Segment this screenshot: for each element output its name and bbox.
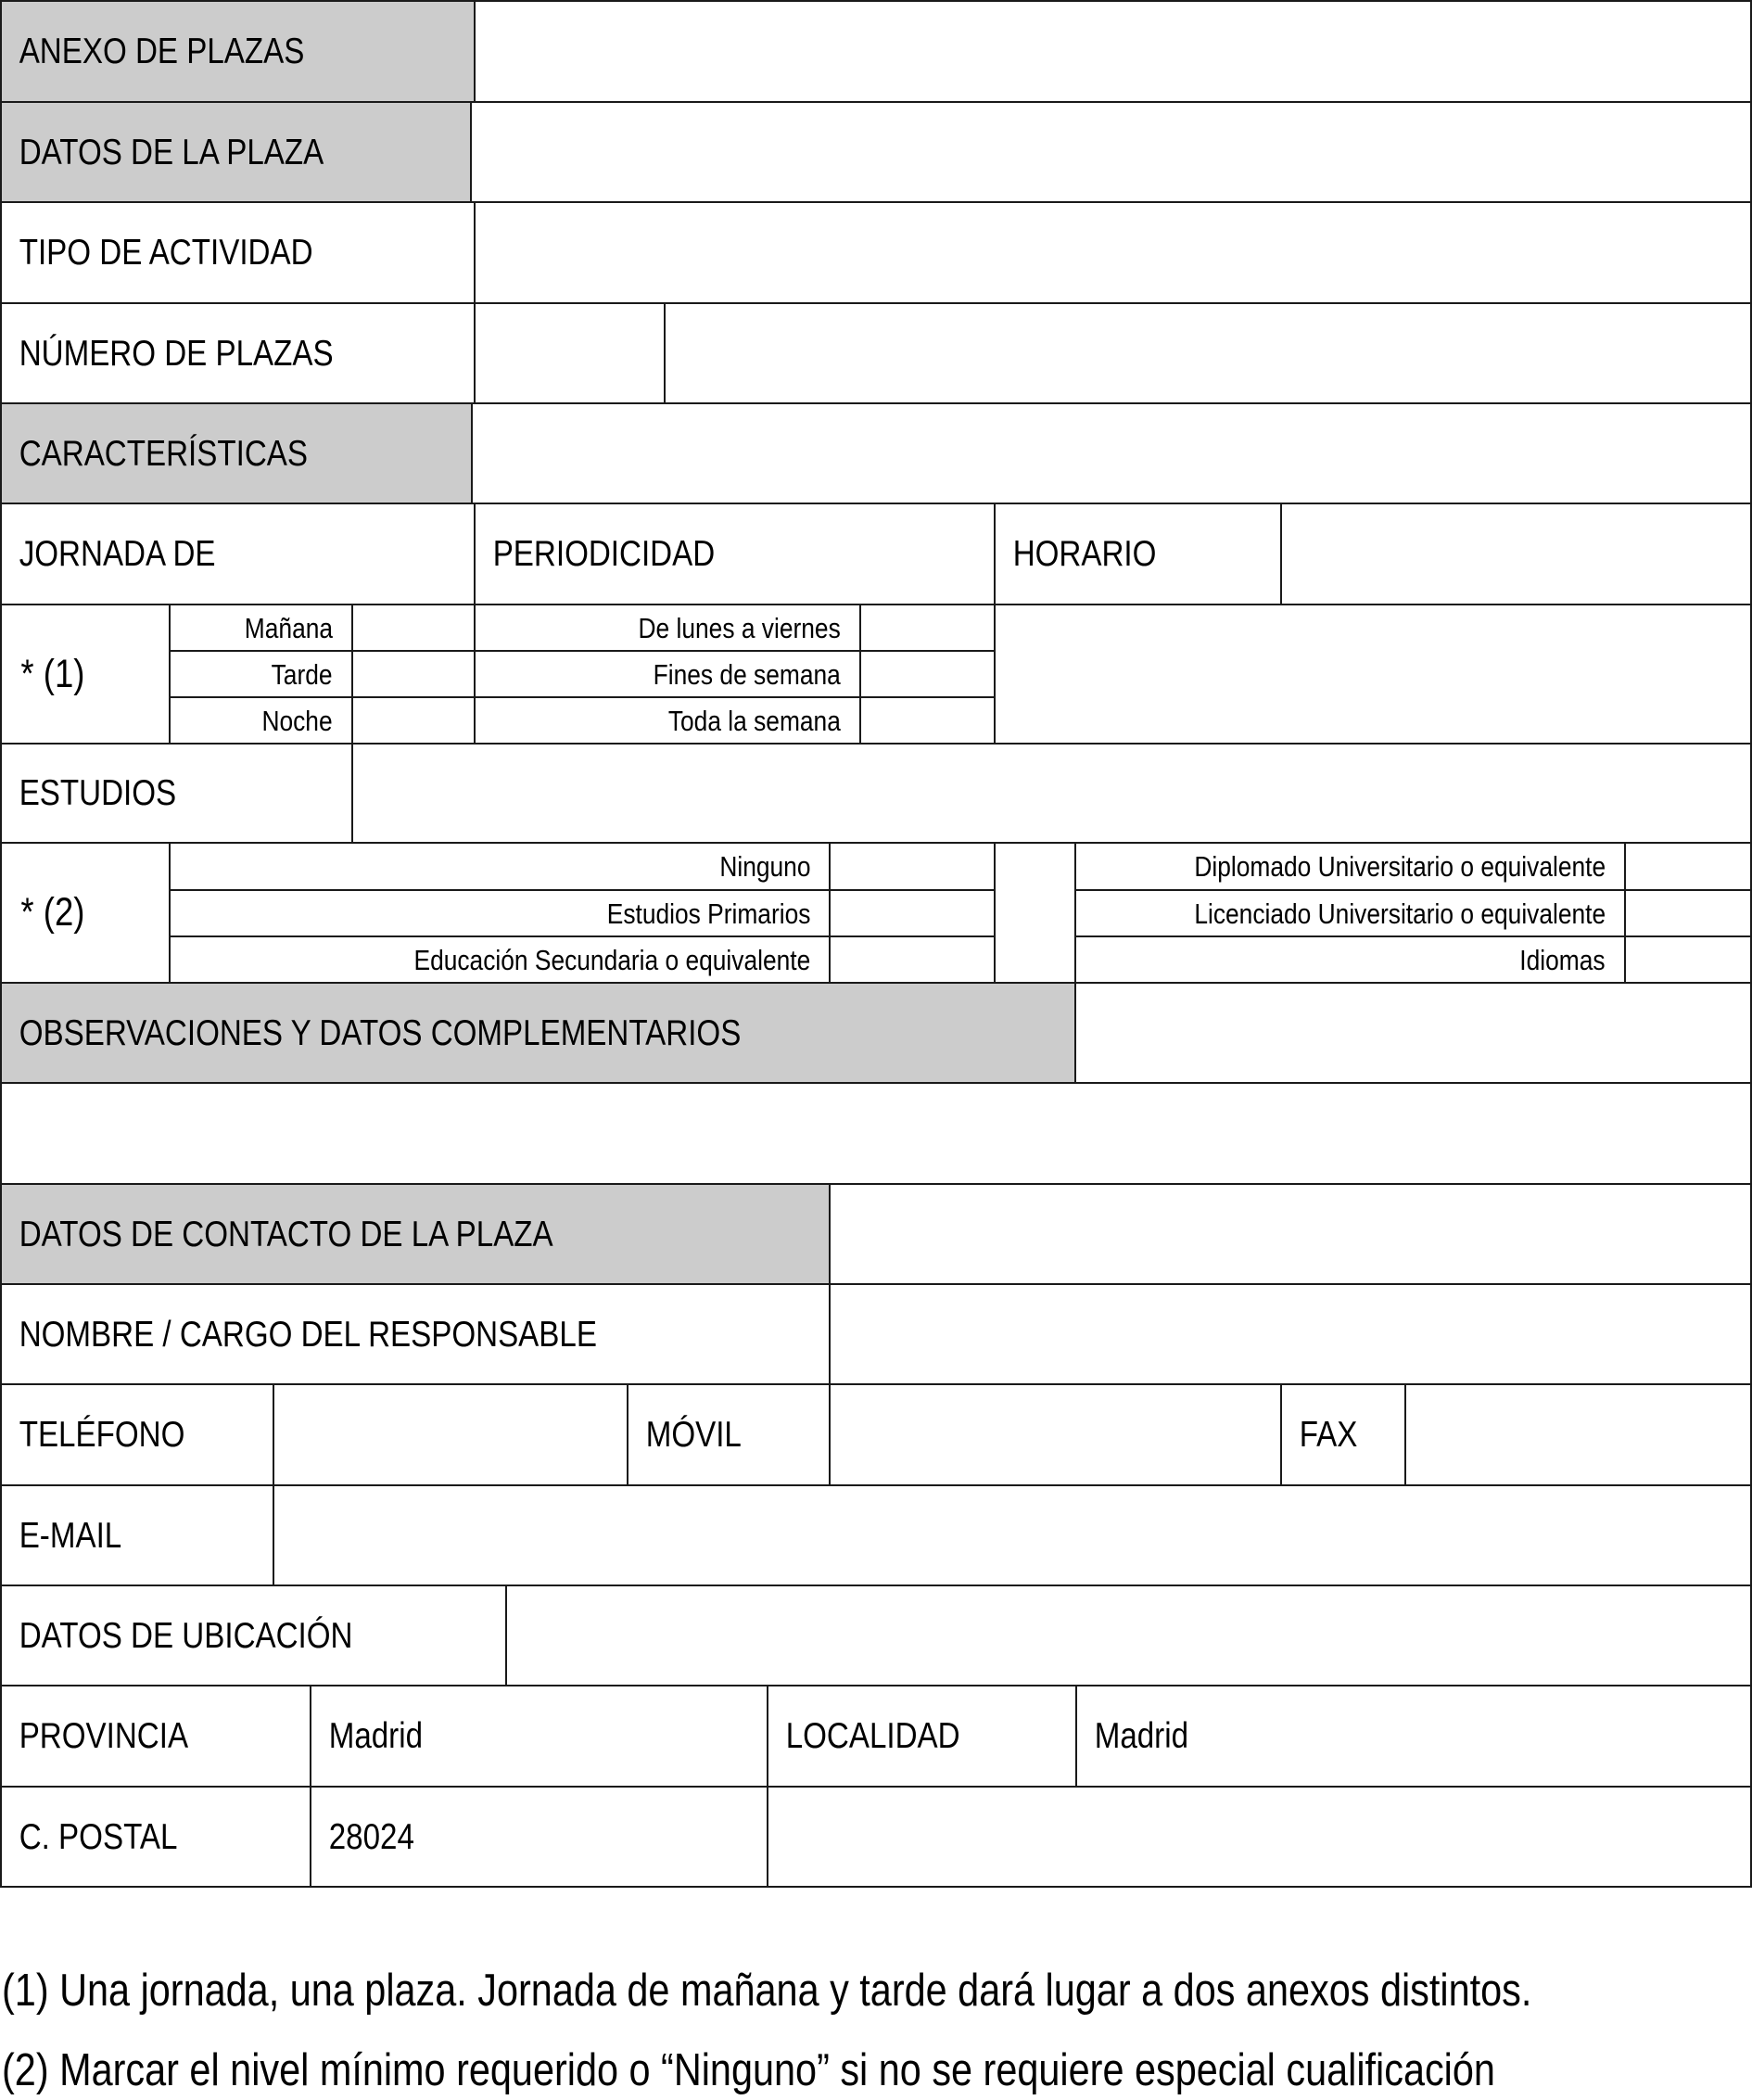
tipo-actividad-field[interactable] xyxy=(474,201,1752,304)
email-label-cell xyxy=(0,1484,274,1586)
jornada-option-label: Noche xyxy=(261,704,333,737)
estudios-ninguno-checkbox[interactable] xyxy=(829,842,996,891)
estudios-option-ninguno xyxy=(169,842,831,891)
datos-plaza-value-field[interactable] xyxy=(470,101,1752,203)
jornada-noche-checkbox[interactable] xyxy=(351,696,476,745)
estudios-note-cell xyxy=(0,842,171,984)
provincia-value: Madrid xyxy=(328,1716,424,1756)
postal-value: 28024 xyxy=(328,1816,414,1857)
responsable-label-cell xyxy=(0,1283,831,1385)
email-field[interactable] xyxy=(273,1484,1752,1586)
contacto-side-field[interactable] xyxy=(829,1183,1752,1285)
postal-extra-field[interactable] xyxy=(767,1786,1752,1888)
tipo-actividad-label: TIPO DE ACTIVIDAD xyxy=(19,233,313,273)
periodicidad-option-lunes-viernes xyxy=(474,604,861,652)
horario-field[interactable] xyxy=(1280,503,1752,605)
jornada-label: JORNADA DE xyxy=(19,534,216,574)
jornada-manana-checkbox[interactable] xyxy=(351,604,476,652)
estudios-option-label: Ninguno xyxy=(718,850,810,883)
caracteristicas-value-field[interactable] xyxy=(471,402,1752,504)
estudios-licenciado-checkbox[interactable] xyxy=(1624,889,1752,937)
observaciones-header: OBSERVACIONES Y DATOS COMPLEMENTARIOS xyxy=(19,1012,742,1053)
estudios-spacer-cell xyxy=(994,842,1076,984)
localidad-value: Madrid xyxy=(1094,1716,1189,1756)
estudios-note: * (2) xyxy=(20,890,85,935)
periodicidad-toda-semana-checkbox[interactable] xyxy=(859,696,996,745)
estudios-option-label: Diplomado Universitario o equivalente xyxy=(1194,850,1606,883)
contacto-header-cell xyxy=(0,1183,831,1285)
responsable-field[interactable] xyxy=(829,1283,1752,1385)
movil-label-cell xyxy=(627,1383,831,1486)
estudios-option-label: Idiomas xyxy=(1519,943,1606,976)
periodicidad-option-label: Fines de semana xyxy=(653,657,841,691)
movil-field[interactable] xyxy=(829,1383,1282,1486)
observaciones-side-field[interactable] xyxy=(1074,982,1752,1084)
estudios-option-secundaria xyxy=(169,935,831,984)
estudios-idiomas-checkbox[interactable] xyxy=(1624,935,1752,984)
movil-label: MÓVIL xyxy=(645,1415,742,1455)
horario-detail-field[interactable] xyxy=(994,604,1752,745)
estudios-secundaria-checkbox[interactable] xyxy=(829,935,996,984)
estudios-option-label: Educación Secundaria o equivalente xyxy=(413,943,810,976)
periodicidad-option-label: De lunes a viernes xyxy=(638,611,841,644)
jornada-note: * (1) xyxy=(20,651,85,696)
localidad-label: LOCALIDAD xyxy=(785,1716,960,1756)
periodicidad-option-toda-semana xyxy=(474,696,861,745)
fax-field[interactable] xyxy=(1404,1383,1752,1486)
horario-label-cell xyxy=(994,503,1282,605)
observaciones-header-cell xyxy=(0,982,1076,1084)
postal-label: C. POSTAL xyxy=(19,1816,178,1857)
estudios-label-cell xyxy=(0,743,353,844)
estudios-field[interactable] xyxy=(351,743,1752,844)
observaciones-field[interactable] xyxy=(0,1082,1752,1185)
datos-plaza-header-cell xyxy=(0,101,472,203)
estudios-option-label: Estudios Primarios xyxy=(606,897,810,930)
periodicidad-label-cell xyxy=(474,503,996,605)
tipo-actividad-label-cell xyxy=(0,201,476,304)
ubicacion-label-cell xyxy=(0,1585,507,1686)
jornada-option-label: Mañana xyxy=(244,611,333,644)
numero-plazas-label: NÚMERO DE PLAZAS xyxy=(19,333,334,374)
telefono-label: TELÉFONO xyxy=(19,1415,185,1455)
fax-label-cell xyxy=(1280,1383,1406,1486)
estudios-option-diplomado xyxy=(1074,842,1626,891)
estudios-primarios-checkbox[interactable] xyxy=(829,889,996,937)
periodicidad-option-label: Toda la semana xyxy=(667,704,841,737)
provincia-field[interactable] xyxy=(310,1685,768,1788)
caracteristicas-header-cell xyxy=(0,402,473,504)
numero-plazas-field[interactable] xyxy=(474,302,666,404)
footnote-1: (1) Una jornada, una plaza. Jornada de mañana y tarde dará lugar a dos anexos distintos. xyxy=(2,1966,1532,2016)
jornada-note-cell xyxy=(0,604,171,745)
contacto-header: DATOS DE CONTACTO DE LA PLAZA xyxy=(19,1214,553,1254)
periodicidad-option-fines-semana xyxy=(474,650,861,698)
horario-label: HORARIO xyxy=(1012,534,1157,574)
localidad-field[interactable] xyxy=(1075,1685,1752,1788)
estudios-option-label: Licenciado Universitario o equivalente xyxy=(1194,897,1606,930)
email-label: E-MAIL xyxy=(19,1515,122,1556)
numero-plazas-extra-field[interactable] xyxy=(664,302,1752,404)
periodicidad-fines-semana-checkbox[interactable] xyxy=(859,650,996,698)
localidad-label-cell xyxy=(767,1685,1077,1788)
estudios-option-licenciado xyxy=(1074,889,1626,937)
postal-label-cell xyxy=(0,1786,311,1888)
jornada-option-tarde xyxy=(169,650,353,698)
datos-plaza-header: DATOS DE LA PLAZA xyxy=(19,132,324,172)
fax-label: FAX xyxy=(1299,1415,1358,1455)
estudios-option-primarios xyxy=(169,889,831,937)
periodicidad-label: PERIODICIDAD xyxy=(492,534,716,574)
estudios-label: ESTUDIOS xyxy=(19,773,177,813)
periodicidad-lunes-viernes-checkbox[interactable] xyxy=(859,604,996,652)
jornada-option-noche xyxy=(169,696,353,745)
jornada-option-manana xyxy=(169,604,353,652)
footnote-2: (2) Marcar el nivel mínimo requerido o “Ninguno” si no se requiere especial cualificación xyxy=(2,2045,1495,2095)
anexo-value-field[interactable] xyxy=(474,0,1752,103)
telefono-label-cell xyxy=(0,1383,274,1486)
caracteristicas-header: CARACTERÍSTICAS xyxy=(19,433,308,474)
estudios-option-idiomas xyxy=(1074,935,1626,984)
telefono-field[interactable] xyxy=(273,1383,628,1486)
ubicacion-label: DATOS DE UBICACIÓN xyxy=(19,1615,353,1656)
provincia-label-cell xyxy=(0,1685,311,1788)
jornada-label-cell xyxy=(0,503,476,605)
anexo-title-cell xyxy=(0,0,476,103)
ubicacion-field[interactable] xyxy=(505,1585,1752,1686)
jornada-option-label: Tarde xyxy=(272,657,333,691)
provincia-label: PROVINCIA xyxy=(19,1716,189,1756)
anexo-title: ANEXO DE PLAZAS xyxy=(19,32,305,71)
estudios-diplomado-checkbox[interactable] xyxy=(1624,842,1752,891)
responsable-label: NOMBRE / CARGO DEL RESPONSABLE xyxy=(19,1314,597,1355)
numero-plazas-label-cell xyxy=(0,302,476,404)
jornada-tarde-checkbox[interactable] xyxy=(351,650,476,698)
postal-field[interactable] xyxy=(310,1786,768,1888)
